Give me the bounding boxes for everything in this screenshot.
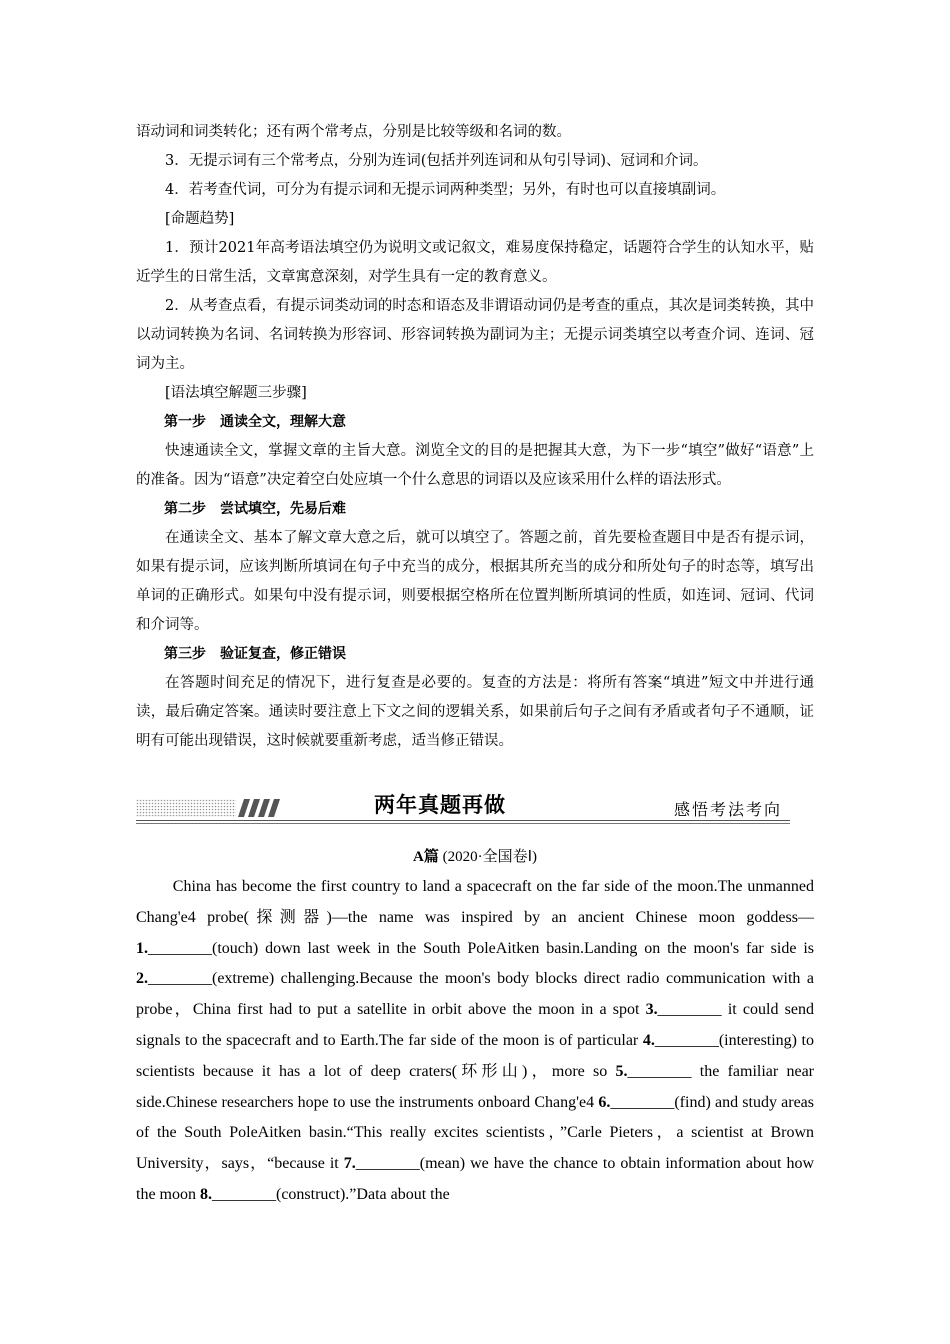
blank-text: ________ the familiar near side.Chinese researchers hope to use the instruments onboard Chang'e4 (136, 1062, 814, 1111)
banner-rule (136, 820, 790, 821)
step-2-title: 第二步 尝试填空，先易后难 (164, 501, 346, 517)
blank-number: 7. (343, 1155, 356, 1173)
steps-heading: [语法填空解题三步骤] (165, 385, 307, 401)
blank-number: 8. (200, 1185, 212, 1203)
step-2-text: 在通读全文、基本了解文章大意之后，就可以填空了。答题之前，首先要检查题目中是否有提示词，如果有提示词，应该判断所填词在句子中充当的成分，根据其所充当的成分和所处句子的时态等，填写出单词的正确形式。如果句中没有提示词，则要根据空格所在位置判断所填词的性质，如连词、冠词、代词和介词等。 (136, 530, 814, 633)
instruction-section (136, 118, 814, 756)
banner-subtitle: 感悟考法考向 (673, 800, 782, 819)
section-banner (136, 788, 790, 828)
intro-line: 语动词和词类转化；还有两个常考点，分别是比较等级和名词的数。 (136, 124, 571, 140)
banner-title: 两年真题再做 (374, 793, 506, 817)
blank-number: 2. (136, 970, 148, 988)
blank-text: ________(construct).”Data about the (212, 1185, 450, 1203)
blank-text: ________(find) and study areas of the South PoleAitken basin.“This really excites scientists，”Carle Pieters，a scientist at Brown University，says，“because it (136, 1093, 815, 1173)
step-1-title: 第一步 通读全文，理解大意 (164, 414, 346, 430)
passage-label (136, 842, 814, 872)
blank-number: 6. (598, 1093, 611, 1111)
blank-number: 1. (136, 939, 148, 957)
point-4: 4．若考查代词，可分为有提示词和无提示词两种类型；另外，有时也可以直接填副词。 (165, 182, 726, 198)
passage-label-source: (2020·全国卷Ⅰ) (438, 849, 537, 865)
blank-text: ________(mean) we have the chance to obtain information about how the moon (136, 1155, 814, 1203)
trend-heading: [命题趋势] (165, 211, 235, 227)
point-3: 3．无提示词有三个常考点，分别为连词(包括并列连词和从句引导词)、冠词和介词。 (165, 153, 708, 169)
blank-text: ________(extreme) challenging.Because the moon's body blocks direct radio communication with a probe，China first had to put a satellite in orbit above the moon in a spot (136, 970, 814, 1019)
banner-rule-thin (136, 823, 790, 824)
step-3-text: 在答题时间充足的情况下，进行复查是必要的。复查的方法是：将所有答案“填进”短文中并进行通读，最后确定答案。通读时要注意上下文之间的逻辑关系，如果前后句子之间有矛盾或者句子不通顺，证明有可能出现错误，这时候就要重新考虑，适当修正错误。 (136, 675, 814, 749)
passage-text (136, 872, 814, 1211)
passage-label-bold: A篇 (412, 849, 439, 865)
blank-number: 4. (642, 1031, 655, 1049)
passage-sentence: China has become the first country to land a spacecraft on the far side of the moon.The unmanned Chang'e4 probe(探测器)—the name was inspired by an ancient Chinese moon goddess— (136, 878, 814, 926)
passage-section (136, 842, 814, 1211)
blank-number: 5. (615, 1062, 628, 1080)
blank-text: ________ it could send signals to the spacecraft and to Earth.The far side of the moon is of particular (136, 1001, 815, 1049)
banner-stripe-decoration (136, 799, 286, 817)
step-1-text: 快速通读全文，掌握文章的主旨大意。浏览全文的目的是把握其大意，为下一步“填空”做好“语意”上的准备。因为“语意”决定着空白处应填一个什么意思的词语以及应该采用什么样的语法形式。 (136, 443, 814, 488)
blank-number: 3. (645, 1001, 658, 1019)
step-3-title: 第三步 验证复查，修正错误 (164, 646, 346, 662)
trend-point-2: 2．从考查点看，有提示词类动词的时态和语态及非谓语动词仍是考查的重点，其次是词类转换，其中以动词转换为名词、名词转换为形容词、形容词转换为副词为主；无提示词类填空以考查介词、连词、冠词为主。 (136, 298, 814, 372)
trend-point-1: 1．预计2021年高考语法填空仍为说明文或记叙文，难易度保持稳定，话题符合学生的认知水平，贴近学生的日常生活，文章寓意深刻，对学生具有一定的教育意义。 (136, 240, 814, 285)
blank-text: ________(touch) down last week in the South PoleAitken basin.Landing on the moon's far side is (148, 939, 814, 957)
blank-text: ________(interesting) to scientists because it has a lot of deep craters(环形山)，more so (136, 1031, 815, 1080)
